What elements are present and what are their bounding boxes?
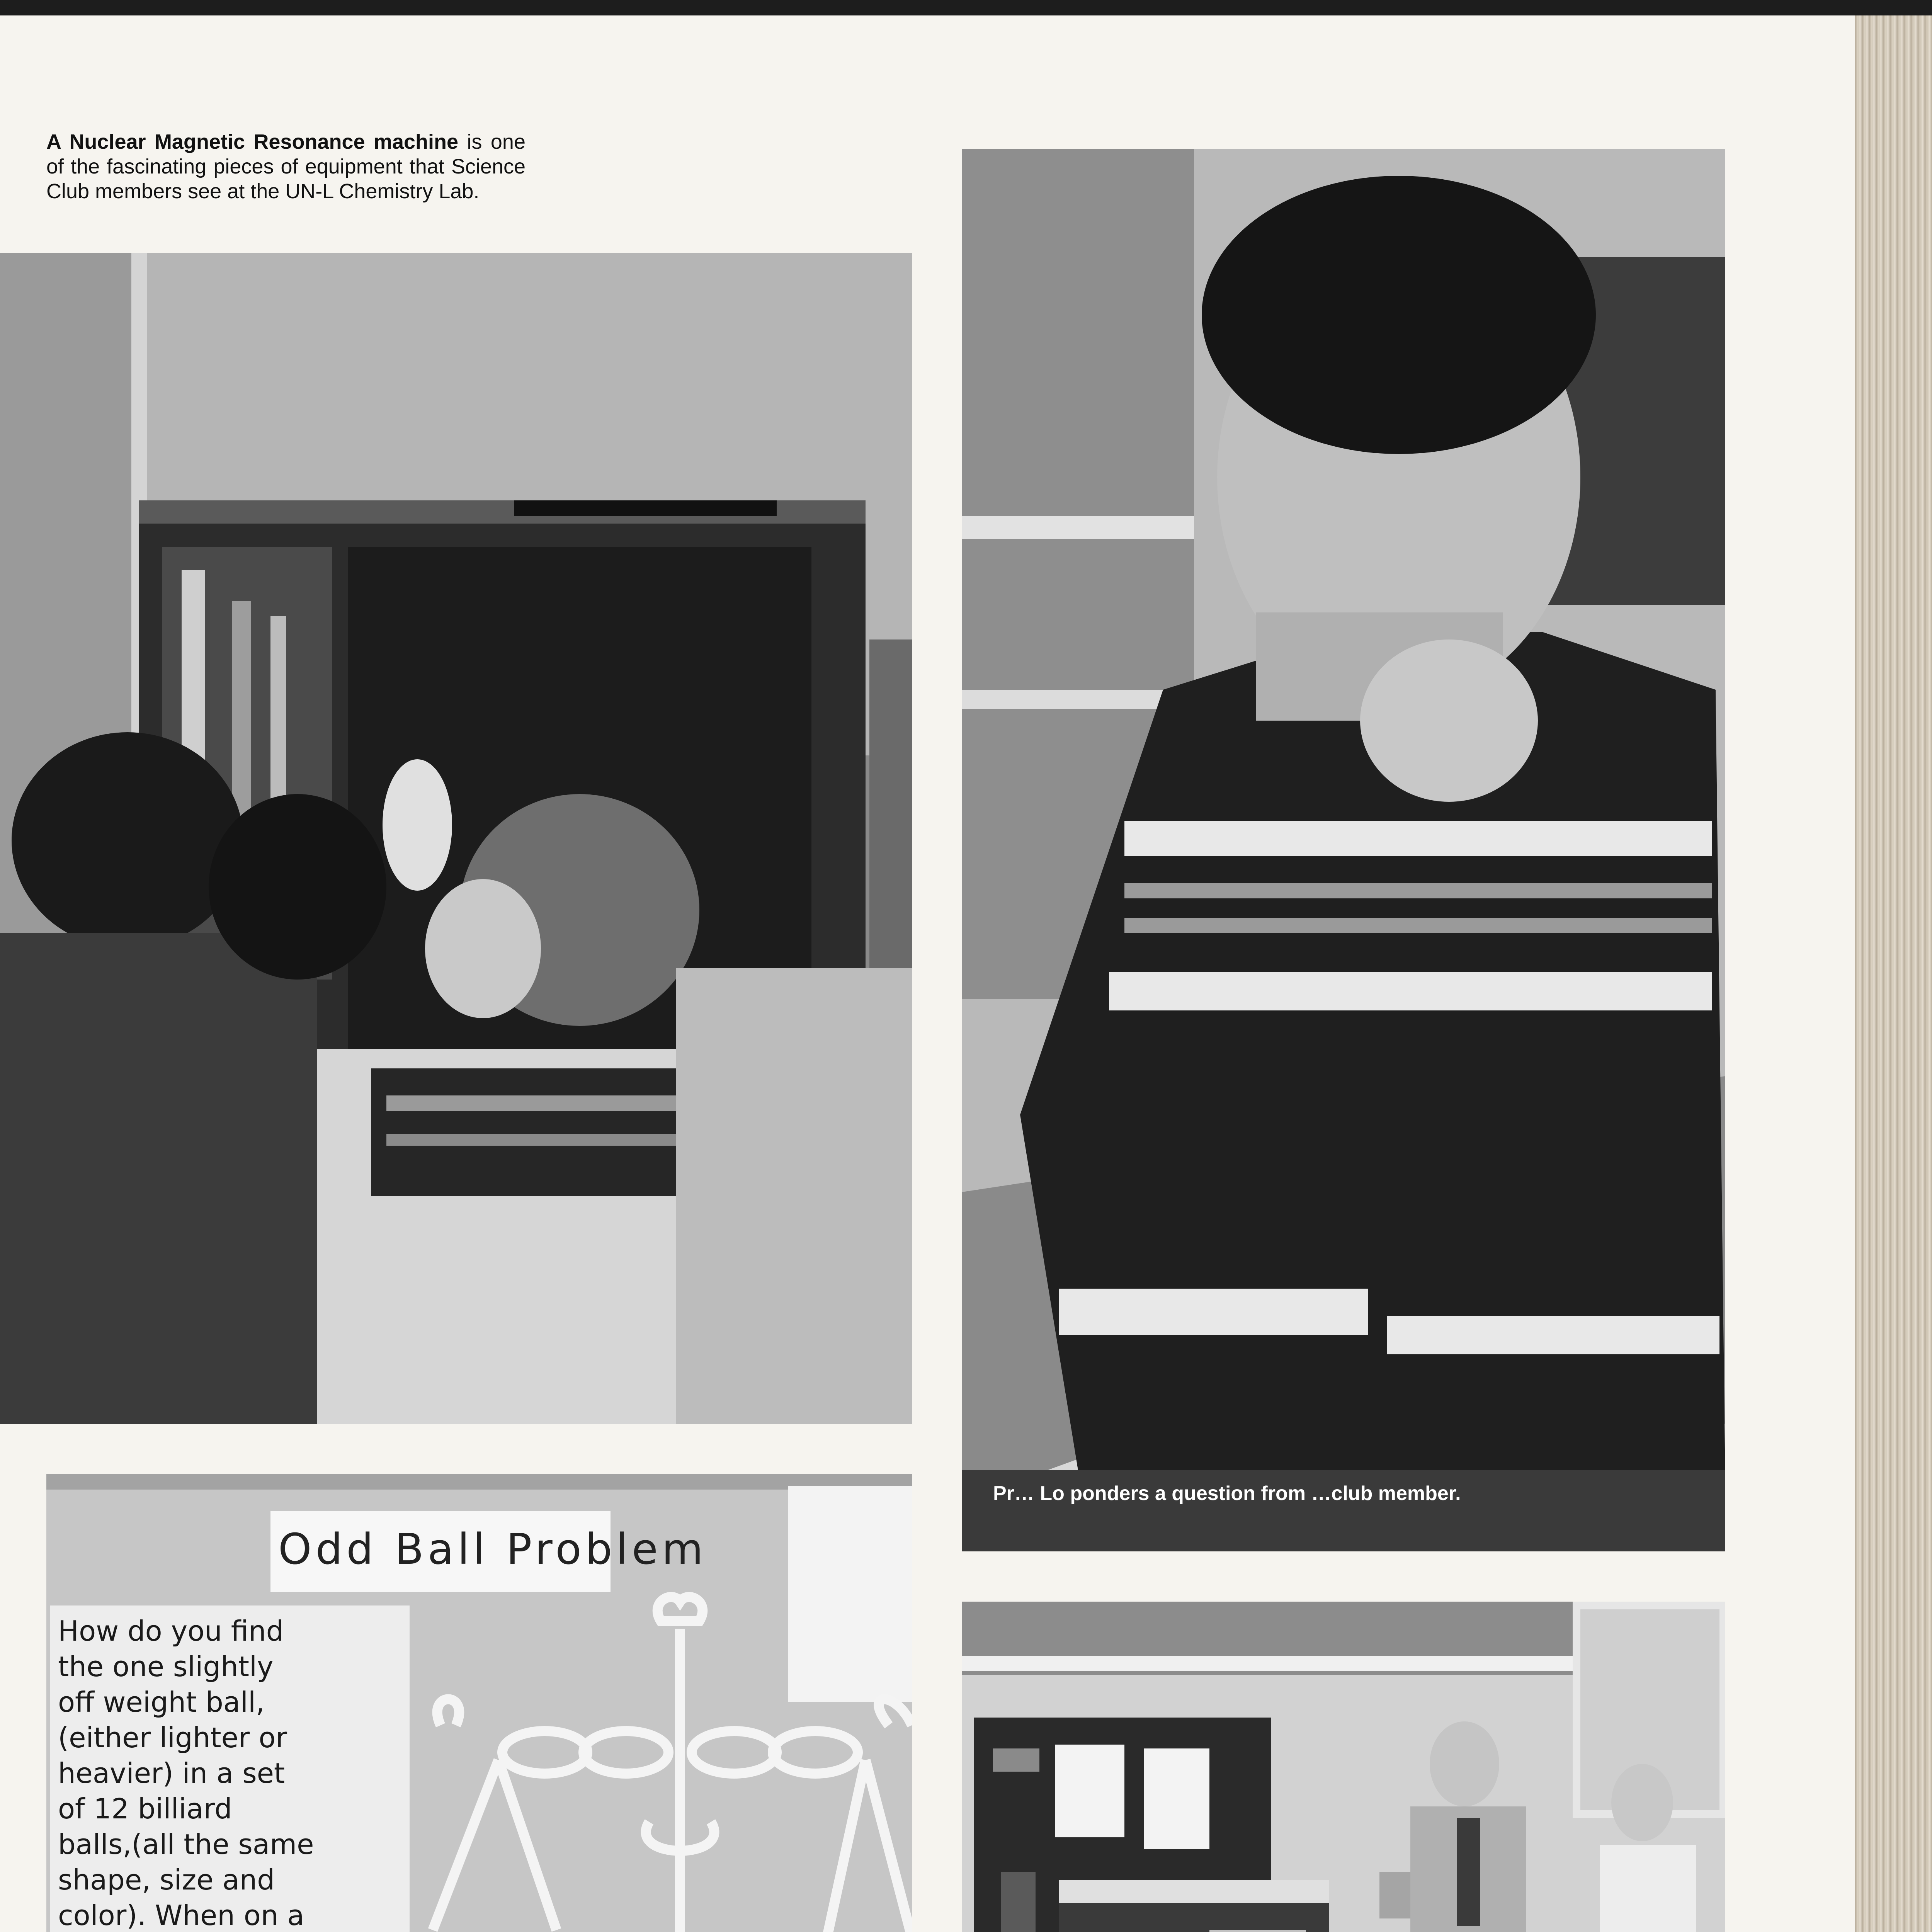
nmr-machine-photo: [0, 253, 912, 1424]
sign-line: color). When on a: [58, 1899, 304, 1932]
nmr-caption-text: is one of the fascinating pieces of equipment that Science Club members see at the UN-L Chemistry Lab.: [46, 130, 526, 203]
student-portrait-photo: [962, 149, 1725, 1551]
odd-ball-sign-text: [58, 1613, 406, 1932]
sign-line: heavier) in a set: [58, 1757, 285, 1789]
sign-line: shape, size and: [58, 1864, 275, 1896]
odd-ball-problem-photo: [46, 1474, 912, 1932]
sign-line: the one slightly: [58, 1650, 274, 1683]
scan-top-border: [0, 0, 1932, 15]
book-page-edges: [1851, 8, 1932, 1932]
science-club-sponsors-photo: [962, 1602, 1725, 1932]
sign-line: off weight ball,: [58, 1686, 265, 1718]
sign-line: How do you find: [58, 1615, 284, 1647]
sign-line: of 12 billiard: [58, 1793, 232, 1825]
sign-line: balls,(all the same: [58, 1828, 314, 1861]
student-portrait-caption-text: Pr… Lo ponders a question from …club member.: [993, 1482, 1461, 1505]
student-portrait-caption: [993, 1482, 1515, 1505]
nmr-caption-bold: A Nuclear Magnetic Resonance machine: [46, 130, 459, 153]
odd-ball-sign-title: Odd Ball Problem: [278, 1524, 707, 1574]
nmr-caption: [46, 129, 526, 204]
sign-line: (either lighter or: [58, 1721, 287, 1754]
